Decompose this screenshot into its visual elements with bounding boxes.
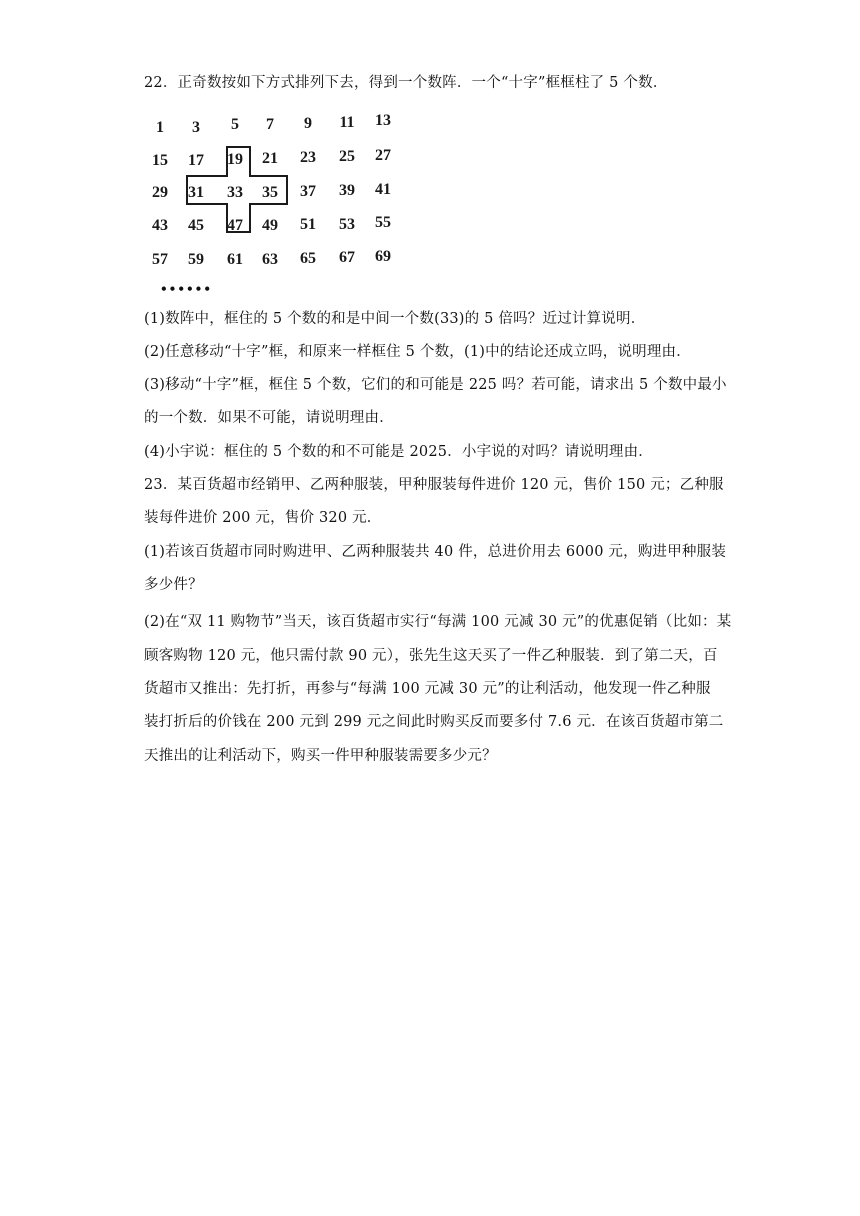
matrix-number: 57: [152, 251, 168, 268]
matrix-number: 53: [339, 216, 355, 233]
cross-frame: [150, 108, 410, 298]
matrix-number: 43: [152, 217, 168, 234]
matrix-number: 11: [339, 114, 355, 131]
matrix-number: 23: [300, 149, 316, 166]
q23-part2-line1: (2)在“双 11 购物节”当天，该百货超市实行“每满 100 元减 30 元”的优惠促销（比如：某: [144, 614, 732, 630]
matrix-number: 67: [339, 249, 355, 266]
matrix-number: 35: [262, 184, 278, 201]
matrix-number: 21: [262, 150, 278, 167]
q23-part2-line5: 天推出的让利活动下，购买一件甲种服装需要多少元？: [144, 748, 497, 764]
q23-part1-line2: 多少件？: [144, 577, 203, 593]
matrix-number: 45: [188, 217, 204, 234]
matrix-number: 29: [152, 184, 168, 201]
matrix-number: 37: [300, 183, 316, 200]
matrix-number: 69: [375, 248, 391, 265]
matrix-number: 47: [227, 217, 243, 234]
matrix-number: 3: [192, 119, 200, 136]
matrix-number: 31: [188, 184, 204, 201]
matrix-number: 63: [262, 251, 278, 268]
matrix-number: 55: [375, 214, 391, 231]
matrix-ellipsis: ••••••: [160, 282, 213, 296]
matrix-number: 49: [262, 217, 278, 234]
matrix-number: 7: [266, 116, 274, 133]
matrix-number: 27: [375, 147, 391, 164]
q23-part2-line4: 装打折后的价钱在 200 元到 299 元之间此时购买反而要多付 7.6 元．在该百货超市第二: [144, 714, 724, 730]
matrix-number: 13: [375, 112, 391, 129]
matrix-number: 59: [188, 251, 204, 268]
matrix-number: 33: [227, 184, 243, 201]
matrix-number: 15: [152, 152, 168, 169]
q22-intro: 22．正奇数按如下方式排列下去，得到一个数阵．一个“十字”框框柱了 5 个数．: [144, 75, 668, 91]
q23-part1-line1: (1)若该百货超市同时购进甲、乙两种服装共 40 件，总进价用去 6000 元，购进甲种服装: [144, 544, 727, 560]
q23-part2-line2: 顾客购物 120 元，他只需付款 90 元），张先生这天买了一件乙种服装．到了第二天，百: [144, 648, 718, 664]
matrix-number: 65: [300, 250, 316, 267]
matrix-number: 9: [304, 115, 312, 132]
matrix-number: 51: [300, 216, 316, 233]
matrix-number: 17: [188, 152, 204, 169]
matrix-number: 5: [231, 116, 239, 133]
q22-part3-line1: (3)移动“十字”框，框住 5 个数，它们的和可能是 225 吗？若可能，请求出 5 个数中最小: [144, 377, 727, 393]
q23-intro-line1: 23．某百货超市经销甲、乙两种服装，甲种服装每件进价 120 元，售价 150 元；乙种服: [144, 477, 724, 493]
matrix-number: 61: [227, 251, 243, 268]
matrix-number: 19: [227, 151, 243, 168]
number-matrix: [150, 108, 410, 298]
matrix-number: 25: [339, 148, 355, 165]
q23-part2-line3: 货超市又推出：先打折，再参与“每满 100 元减 30 元”的让利活动，他发现一件乙种服: [144, 681, 711, 697]
q22-part2: (2)任意移动“十字”框，和原来一样框住 5 个数，(1)中的结论还成立吗，说明理由．: [144, 344, 691, 360]
q22-part1: (1)数阵中，框住的 5 个数的和是中间一个数(33)的 5 倍吗？近过计算说明．: [144, 311, 646, 327]
q23-intro-line2: 装每件进价 200 元，售价 320 元．: [144, 510, 382, 526]
matrix-number: 41: [375, 181, 391, 198]
q22-part3-line2: 的一个数．如果不可能，请说明理由．: [144, 410, 394, 426]
matrix-number: 1: [156, 119, 164, 136]
matrix-number: 39: [339, 182, 355, 199]
q22-part4: (4)小宇说：框住的 5 个数的和不可能是 2025．小宇说的对吗？请说明理由．: [144, 444, 653, 460]
